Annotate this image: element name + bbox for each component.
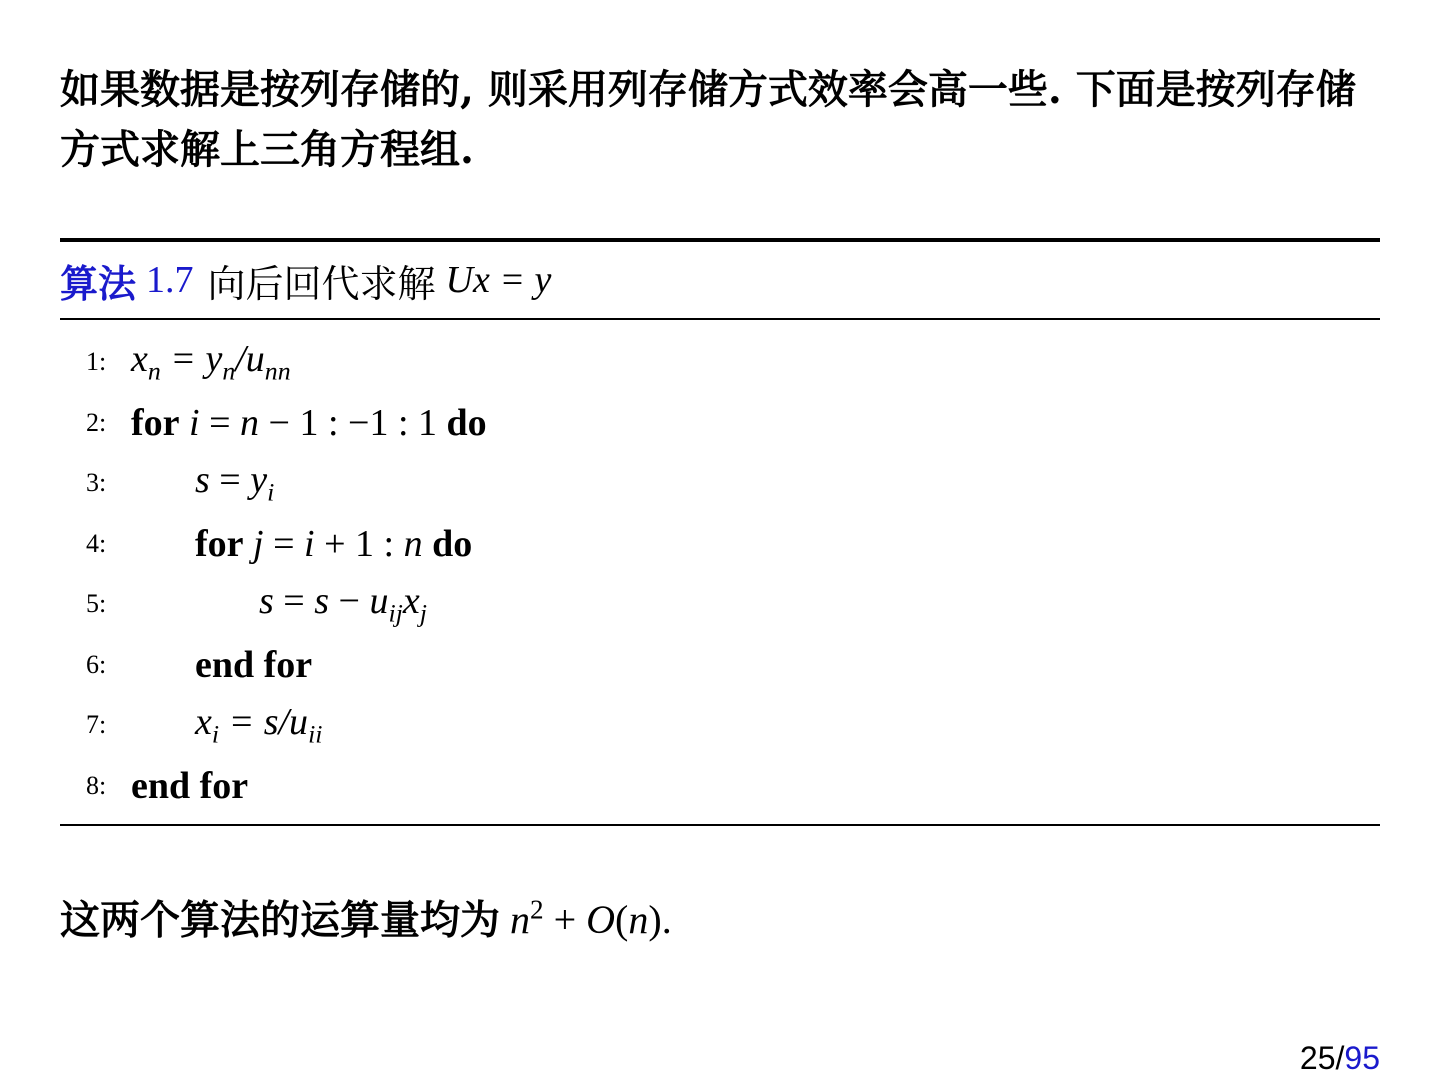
line-number: 8: <box>86 770 107 800</box>
algorithm-number: 1.7 <box>146 259 194 301</box>
algorithm-line <box>60 332 1380 393</box>
line-number: 2: <box>86 407 107 437</box>
summary-expression: $n^2 + O(n)$. <box>510 895 672 943</box>
page-separator: / <box>1335 1040 1345 1076</box>
line-number: 3: <box>86 468 107 498</box>
line-code: for j = i + 1 : n do <box>195 522 473 565</box>
summary-line <box>60 880 672 950</box>
algorithm-label: 算法 <box>60 260 137 306</box>
algorithm-header <box>60 242 1380 318</box>
line-code: $s = y_i$ <box>195 459 275 508</box>
algorithm-line <box>60 574 1380 635</box>
line-number: 6: <box>86 649 107 679</box>
algorithm-title: 向后回代求解 <box>207 263 436 306</box>
algorithm-title-math: Ux = y <box>445 259 552 301</box>
page-total-link[interactable]: 95 <box>1344 1040 1380 1076</box>
line-code: for i = n − 1 : −1 : 1 do <box>131 401 487 444</box>
line-number: 7: <box>86 710 107 740</box>
line-code: $x_n = y_n/u_{nn}$ <box>131 338 291 387</box>
line-code: $s = s - u_{ij}x_j$ <box>259 580 427 629</box>
algorithm-line <box>60 453 1380 514</box>
line-number: 4: <box>86 528 107 558</box>
algorithm-line <box>60 695 1380 756</box>
page-number <box>1300 1038 1380 1078</box>
algorithm-line <box>60 393 1380 454</box>
algorithm-lines <box>60 320 1380 824</box>
line-code: end for <box>131 764 249 807</box>
algorithm-block <box>60 238 1380 826</box>
summary-text: 这两个算法的运算量均为 <box>60 896 500 944</box>
algorithm-bottom-rule <box>60 824 1380 826</box>
algorithm-line <box>60 756 1380 817</box>
line-number: 5: <box>86 589 107 619</box>
algorithm-line <box>60 635 1380 696</box>
page-current: 25 <box>1299 1040 1336 1076</box>
line-number: 1: <box>86 347 107 377</box>
algorithm-line <box>60 514 1380 575</box>
line-code: end for <box>195 643 313 686</box>
line-code: $x_i = s/u_{ii}$ <box>195 701 323 750</box>
intro-paragraph: 如果数据是按列存储的, 则采用列存储方式效率会高一些. 下面是按列存储方式求解上三角方程组. <box>60 66 1356 173</box>
